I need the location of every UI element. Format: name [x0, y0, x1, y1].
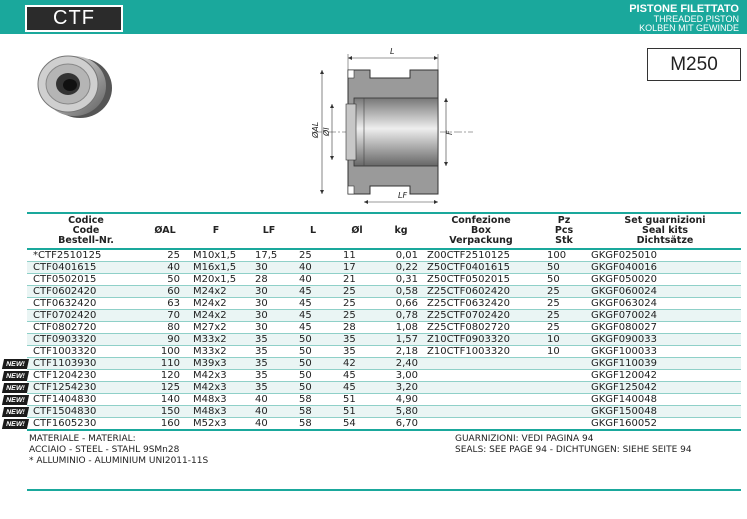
col-header-pz: Pz Pcs Stk [539, 213, 589, 249]
cell-seal: GKGF110039 [589, 358, 741, 370]
new-badge: NEW! [2, 359, 29, 369]
cell-lf: 40 [247, 418, 291, 431]
cell-i: 45 [335, 370, 379, 382]
product-titles [629, 3, 739, 33]
cell-pz: 10 [539, 334, 589, 346]
cell-code: CTF0632420 [27, 298, 145, 310]
cell-lf: 30 [247, 310, 291, 322]
cell-l: 45 [291, 310, 335, 322]
table-row [27, 249, 741, 262]
cell-al: 80 [145, 322, 185, 334]
cell-l: 45 [291, 322, 335, 334]
product-code-badge: CTF [25, 5, 123, 32]
table-row [27, 382, 741, 394]
cell-l: 45 [291, 286, 335, 298]
cell-seal: GKGF070024 [589, 310, 741, 322]
col-header-f: F [185, 213, 247, 249]
cell-f: M24x2 [185, 310, 247, 322]
cell-kg: 1,08 [379, 322, 423, 334]
new-badge: NEW! [2, 395, 29, 405]
cell-lf: 35 [247, 358, 291, 370]
table-row [27, 334, 741, 346]
cell-lf: 28 [247, 274, 291, 286]
cell-l: 50 [291, 358, 335, 370]
cell-al: 125 [145, 382, 185, 394]
cell-pz [539, 370, 589, 382]
cell-seal: GKGF100033 [589, 346, 741, 358]
cell-lf: 30 [247, 298, 291, 310]
cell-seal: GKGF120042 [589, 370, 741, 382]
cell-box: Z00CTF2510125 [423, 249, 539, 262]
cell-code: CTF0602420 [27, 286, 145, 298]
cell-box [423, 406, 539, 418]
cell-f: M24x2 [185, 298, 247, 310]
cell-l: 50 [291, 334, 335, 346]
cell-al: 160 [145, 418, 185, 431]
cell-lf: 30 [247, 262, 291, 274]
cell-pz [539, 406, 589, 418]
cell-i: 54 [335, 418, 379, 431]
cell-lf: 35 [247, 370, 291, 382]
cell-al: 110 [145, 358, 185, 370]
cell-f: M39x3 [185, 358, 247, 370]
cell-i: 35 [335, 346, 379, 358]
cell-i: 51 [335, 406, 379, 418]
cell-l: 25 [291, 249, 335, 262]
cell-kg: 0,58 [379, 286, 423, 298]
new-badge: NEW! [2, 371, 29, 381]
piston-photo [28, 50, 118, 122]
cell-lf: 35 [247, 346, 291, 358]
cell-pz [539, 382, 589, 394]
cell-lf: 40 [247, 406, 291, 418]
col-header-l: L [291, 213, 335, 249]
cell-i: 25 [335, 310, 379, 322]
cell-pz: 25 [539, 286, 589, 298]
table-row [27, 418, 741, 431]
cell-al: 140 [145, 394, 185, 406]
cell-seal: GKGF160052 [589, 418, 741, 431]
cell-kg: 3,00 [379, 370, 423, 382]
dim-label-l: L [390, 48, 395, 56]
cell-f: M52x3 [185, 418, 247, 431]
cell-seal: GKGF125042 [589, 382, 741, 394]
cell-lf: 30 [247, 286, 291, 298]
cell-al: 90 [145, 334, 185, 346]
cell-code: *CTF2510125 [27, 249, 145, 262]
cell-pz: 10 [539, 346, 589, 358]
new-badge: NEW! [2, 419, 29, 429]
dim-label-al: ØAL [311, 121, 320, 138]
cell-kg: 0,22 [379, 262, 423, 274]
new-badge: NEW! [2, 383, 29, 393]
cell-pz: 25 [539, 298, 589, 310]
cell-al: 50 [145, 274, 185, 286]
table-row [27, 298, 741, 310]
col-header-kg: kg [379, 213, 423, 249]
cell-seal: GKGF090033 [589, 334, 741, 346]
table-row [27, 394, 741, 406]
cell-code: CTF1504830 [27, 406, 145, 418]
material-steel: ACCIAIO - STEEL - STAHL 9SMn28 [29, 445, 180, 455]
cell-kg: 5,80 [379, 406, 423, 418]
title-italian: PISTONE FILETTATO [629, 3, 739, 15]
col-header-box: Confezione Box Verpackung [423, 213, 539, 249]
cell-l: 40 [291, 262, 335, 274]
cell-f: M48x3 [185, 406, 247, 418]
table-row [27, 370, 741, 382]
cell-al: 60 [145, 286, 185, 298]
dim-label-lf: LF [398, 191, 408, 200]
cell-f: M42x3 [185, 370, 247, 382]
cell-kg: 0,78 [379, 310, 423, 322]
cell-seal: GKGF040016 [589, 262, 741, 274]
cell-l: 58 [291, 394, 335, 406]
seal-info [455, 434, 692, 456]
cell-pz: 50 [539, 262, 589, 274]
cell-box [423, 358, 539, 370]
seals-italian: GUARNIZIONI: VEDI PAGINA 94 [455, 434, 594, 444]
cell-f: M16x1,5 [185, 262, 247, 274]
col-header-i: Øl [335, 213, 379, 249]
cell-code: CTF0502015 [27, 274, 145, 286]
cell-al: 70 [145, 310, 185, 322]
cell-i: 45 [335, 382, 379, 394]
cell-box [423, 418, 539, 431]
material-info [29, 434, 208, 467]
cell-box [423, 370, 539, 382]
cell-box: Z25CTF0632420 [423, 298, 539, 310]
cell-l: 45 [291, 298, 335, 310]
thread-size-box: M250 [647, 48, 741, 81]
cell-f: M10x1,5 [185, 249, 247, 262]
cell-pz: 25 [539, 322, 589, 334]
title-german: KOLBEN MIT GEWINDE [639, 23, 739, 33]
cell-box [423, 394, 539, 406]
table-row [27, 322, 741, 334]
cell-code: CTF0702420 [27, 310, 145, 322]
cell-f: M33x2 [185, 334, 247, 346]
table-row [27, 286, 741, 298]
cell-code: CTF0802720 [27, 322, 145, 334]
table-row [27, 310, 741, 322]
col-header-lf: LF [247, 213, 291, 249]
cell-kg: 6,70 [379, 418, 423, 431]
cell-f: M48x3 [185, 394, 247, 406]
cell-l: 50 [291, 382, 335, 394]
cell-kg: 2,40 [379, 358, 423, 370]
bottom-divider [27, 489, 741, 491]
dim-label-f: F [445, 130, 454, 135]
cell-kg: 0,66 [379, 298, 423, 310]
cell-i: 28 [335, 322, 379, 334]
cell-box: Z50CTF0401615 [423, 262, 539, 274]
cell-kg: 0,01 [379, 249, 423, 262]
cell-al: 150 [145, 406, 185, 418]
cell-i: 35 [335, 334, 379, 346]
cell-i: 11 [335, 249, 379, 262]
cell-al: 100 [145, 346, 185, 358]
cell-kg: 3,20 [379, 382, 423, 394]
cell-pz: 25 [539, 310, 589, 322]
cell-i: 42 [335, 358, 379, 370]
cell-l: 50 [291, 370, 335, 382]
col-header-code: Codice Code Bestell-Nr. [27, 213, 145, 249]
cell-box: Z10CTF1003320 [423, 346, 539, 358]
table-row [27, 406, 741, 418]
table-row [27, 358, 741, 370]
col-header-al: ØAL [145, 213, 185, 249]
cell-code: CTF1404830 [27, 394, 145, 406]
technical-drawing [298, 48, 488, 206]
cell-box: Z25CTF0802720 [423, 322, 539, 334]
cell-pz [539, 418, 589, 431]
cell-seal: GKGF025010 [589, 249, 741, 262]
table-row [27, 262, 741, 274]
cell-code: CTF1204230 [27, 370, 145, 382]
cell-kg: 1,57 [379, 334, 423, 346]
cell-code: CTF1605230 [27, 418, 145, 431]
cell-f: M33x2 [185, 346, 247, 358]
cell-al: 63 [145, 298, 185, 310]
table-row [27, 346, 741, 358]
cell-seal: GKGF060024 [589, 286, 741, 298]
cell-code: CTF1254230 [27, 382, 145, 394]
cell-al: 40 [145, 262, 185, 274]
cell-f: M27x2 [185, 322, 247, 334]
cell-al: 120 [145, 370, 185, 382]
seals-en-de: SEALS: SEE PAGE 94 - DICHTUNGEN: SIEHE SEITE 94 [455, 445, 692, 455]
cell-box: Z25CTF0702420 [423, 310, 539, 322]
cell-lf: 35 [247, 382, 291, 394]
cell-kg: 2,18 [379, 346, 423, 358]
cell-box: Z50CTF0502015 [423, 274, 539, 286]
material-title: MATERIALE - MATERIAL: [29, 434, 136, 444]
cell-f: M24x2 [185, 286, 247, 298]
table-body [27, 249, 741, 430]
cell-seal: GKGF050020 [589, 274, 741, 286]
cell-f: M42x3 [185, 382, 247, 394]
cell-box: Z25CTF0602420 [423, 286, 539, 298]
table-header-row [27, 213, 741, 249]
cell-seal: GKGF080027 [589, 322, 741, 334]
cell-code: CTF1003320 [27, 346, 145, 358]
cell-l: 58 [291, 418, 335, 431]
cell-kg: 0,31 [379, 274, 423, 286]
material-aluminium: * ALLUMINIO - ALUMINIUM UNI2011-11S [29, 456, 209, 466]
table-row [27, 274, 741, 286]
cell-pz [539, 358, 589, 370]
cell-kg: 4,90 [379, 394, 423, 406]
spec-table [27, 212, 741, 431]
cell-i: 25 [335, 286, 379, 298]
cell-seal: GKGF063024 [589, 298, 741, 310]
cell-pz [539, 394, 589, 406]
cell-pz: 50 [539, 274, 589, 286]
cell-i: 21 [335, 274, 379, 286]
cell-lf: 17,5 [247, 249, 291, 262]
cell-code: CTF1103930 [27, 358, 145, 370]
cell-f: M20x1,5 [185, 274, 247, 286]
cell-lf: 30 [247, 322, 291, 334]
cell-box [423, 382, 539, 394]
cell-l: 40 [291, 274, 335, 286]
dim-label-i: ØI [322, 127, 331, 136]
cell-pz: 100 [539, 249, 589, 262]
cell-seal: GKGF140048 [589, 394, 741, 406]
cell-lf: 35 [247, 334, 291, 346]
cell-i: 51 [335, 394, 379, 406]
cell-seal: GKGF150048 [589, 406, 741, 418]
title-english: THREADED PISTON [653, 14, 739, 24]
new-badge: NEW! [2, 407, 29, 417]
cell-l: 50 [291, 346, 335, 358]
cell-code: CTF0401615 [27, 262, 145, 274]
cell-box: Z10CTF0903320 [423, 334, 539, 346]
cell-lf: 40 [247, 394, 291, 406]
cell-al: 25 [145, 249, 185, 262]
cell-i: 17 [335, 262, 379, 274]
col-header-seal: Set guarnizioni Seal kits Dichtsätze [589, 213, 741, 249]
cell-i: 25 [335, 298, 379, 310]
cell-code: CTF0903320 [27, 334, 145, 346]
cell-l: 58 [291, 406, 335, 418]
